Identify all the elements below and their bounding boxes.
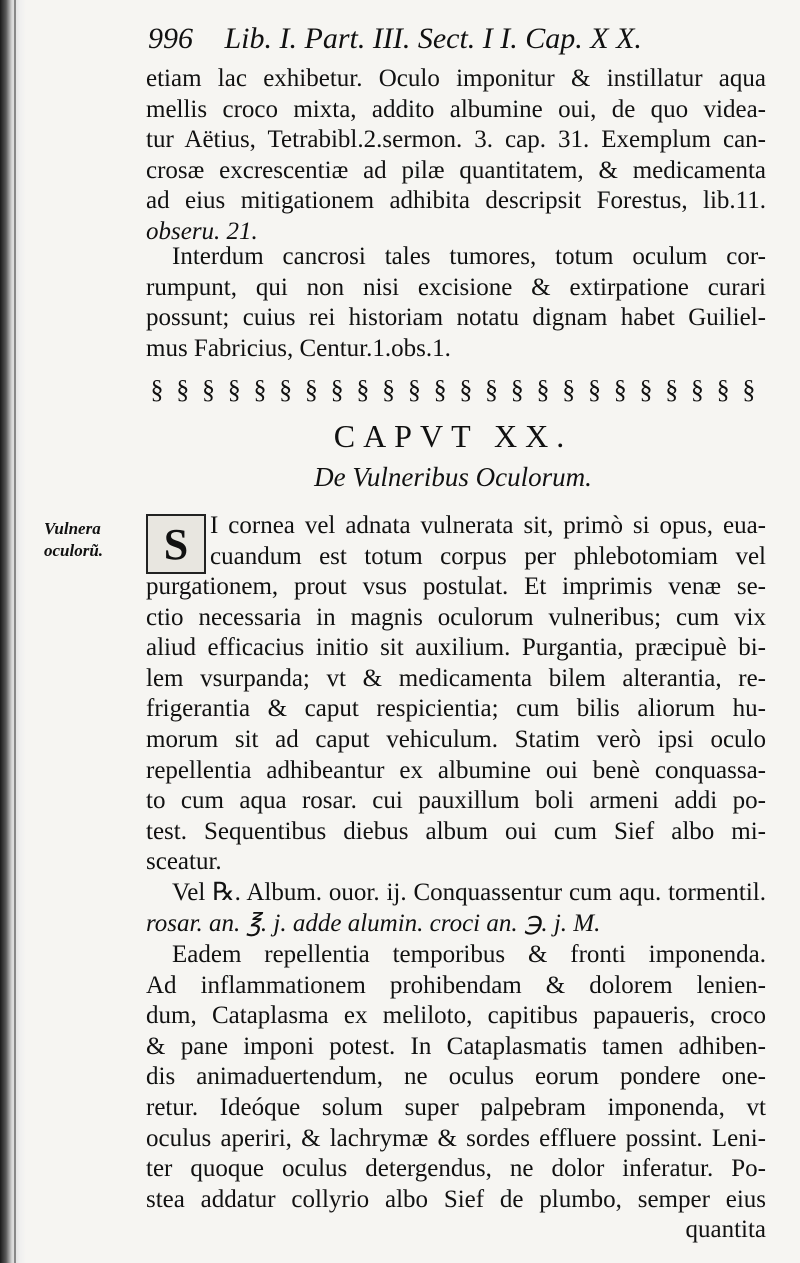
text-line: to cum aqua rosar. cui pauxillum boli armeni addi po- [146, 787, 766, 815]
ornament-glyph: § [201, 375, 215, 404]
ornament-glyph: § [433, 375, 447, 404]
text-line: stea addatur collyrio albo Sief de plumbo, semper eius [146, 1185, 766, 1213]
text-line: oculus aperiri, & lachrymæ & sordes effluere possint. Leni- [146, 1124, 766, 1152]
ornament-glyph: § [665, 375, 679, 404]
text-line: morum sit ad caput vehiculum. Statim verò ipsi oculo [146, 725, 766, 753]
ornament-glyph: § [485, 375, 499, 404]
second-paragraph [146, 242, 766, 364]
margin-note-line: oculorũ. [44, 541, 104, 560]
ornament-glyph: § [279, 375, 293, 404]
binding-edge [0, 0, 26, 1263]
margin-note [44, 518, 140, 562]
ornament-glyph: § [510, 375, 524, 404]
ornament-glyph: § [459, 375, 473, 404]
body-paragraph [146, 572, 766, 878]
text-line: repellentia adhibeantur ex albumine oui benè conquassa- [146, 756, 766, 784]
text-line: lem vsurpanda; vt & medicamenta bilem alterantia, re- [146, 664, 766, 692]
text-line: obseru. 21. [146, 217, 258, 245]
text-line: mus Fabricius, Centur.1.obs.1. [146, 334, 451, 362]
text-line: ter quoque oculus detergendus, ne dolor inferatur. Po- [146, 1155, 766, 1183]
text-line: frigerantia & caput respicientia; cum bilis aliorum hu- [146, 695, 766, 723]
drop-cap: S [146, 514, 206, 574]
binding-line [14, 0, 16, 1263]
chapter-title: CAPVT XX. [333, 418, 573, 454]
ornament-glyph: § [407, 375, 421, 404]
text-line: purgationem, prout vsus postulat. Et imprimis venæ se- [146, 573, 766, 600]
dropcap-paragraph [210, 511, 766, 572]
text-line: mellis croco mixta, addito albumine oui, de quo videa- [146, 95, 766, 123]
ornament-glyph: § [742, 375, 756, 404]
text-line: test. Sequentibus diebus album oui cum Sief albo mi- [146, 817, 766, 845]
text-line: I cornea vel adnata vulnerata sit, primò si opus, eua- [210, 512, 766, 539]
ornament-glyph: § [356, 375, 370, 404]
ornament-glyph: § [690, 375, 704, 404]
ornament-glyph: § [382, 375, 396, 404]
text-line: Interdum cancrosi tales tumores, totum oculum cor- [172, 243, 766, 270]
ornament-glyph: § [536, 375, 550, 404]
text-line: aliud efficacius initio sit auxilium. Purgantia, præcipuè bi- [146, 634, 766, 662]
recipe [146, 878, 766, 939]
text-line: rumpunt, qui non nisi excisione & extirpatione curari [146, 273, 766, 301]
margin-note-line: Vulnera [44, 519, 101, 538]
recipe-line: rosar. an. ℥. j. adde alumin. croci an. ℈. j. M. [146, 909, 601, 937]
text-line: tur Aëtius, Tetrabibl.2.sermon. 3. cap. 31. Exemplum can- [146, 126, 766, 154]
text-line: dis animaduertendum, ne oculus eorum pondere one- [146, 1063, 766, 1091]
ornament-glyph: § [227, 375, 241, 404]
text-line: ad eius mitigationem adhibita descripsit Forestus, lib.11. [146, 187, 766, 215]
text-line: crosæ excrescentiæ ad pilæ quantitatem, & medicamenta [146, 156, 766, 184]
ornament-glyph: § [253, 375, 267, 404]
page-number: 996 [148, 22, 193, 55]
ornament-glyph: § [639, 375, 653, 404]
text-line: sceatur. [146, 848, 222, 876]
ornament-glyph: § [150, 375, 164, 404]
ornament-glyph: § [587, 375, 601, 404]
text-line: etiam lac exhibetur. Oculo imponitur & instillatur aqua [146, 65, 766, 92]
recipe-line: Vel ℞. Album. ouor. ij. Conquassentur cum aqu. tormentil. [172, 879, 766, 906]
final-paragraph [146, 940, 766, 1246]
running-title: Lib. I. Part. III. Sect. I I. Cap. X X. [224, 22, 642, 55]
text-line: Eadem repellentia temporibus & fronti imponenda. [172, 941, 766, 968]
text-line: cuandum est totum corpus per phlebotomiam vel [210, 542, 766, 570]
chapter-subtitle: De Vulneribus Oculorum. [314, 462, 592, 492]
text-line: retur. Ideóque solum super palpebram imponenda, vt [146, 1093, 766, 1121]
top-paragraph [146, 64, 766, 248]
text-line: & pane imponi potest. In Cataplasmatis tamen adhiben- [146, 1032, 766, 1060]
ornament-glyph: § [330, 375, 344, 404]
ornament-glyph: § [304, 375, 318, 404]
catchword: quantita [685, 1216, 766, 1244]
text-line: ctio necessaria in magnis oculorum vulneribus; cum vix [146, 603, 766, 631]
text-line: possunt; cuius rei historiam notatu dignam habet Guiliel- [146, 304, 766, 332]
ornament-band [146, 376, 760, 404]
ornament-glyph: § [562, 375, 576, 404]
text-line: dum, Cataplasma ex meliloto, capitibus papaueris, croco [146, 1002, 766, 1030]
running-head [148, 22, 748, 56]
ornament-glyph: § [176, 375, 190, 404]
ornament-glyph: § [613, 375, 627, 404]
text-line: Ad inflammationem prohibendam & dolorem lenien- [146, 971, 766, 999]
ornament-glyph: § [716, 375, 730, 404]
